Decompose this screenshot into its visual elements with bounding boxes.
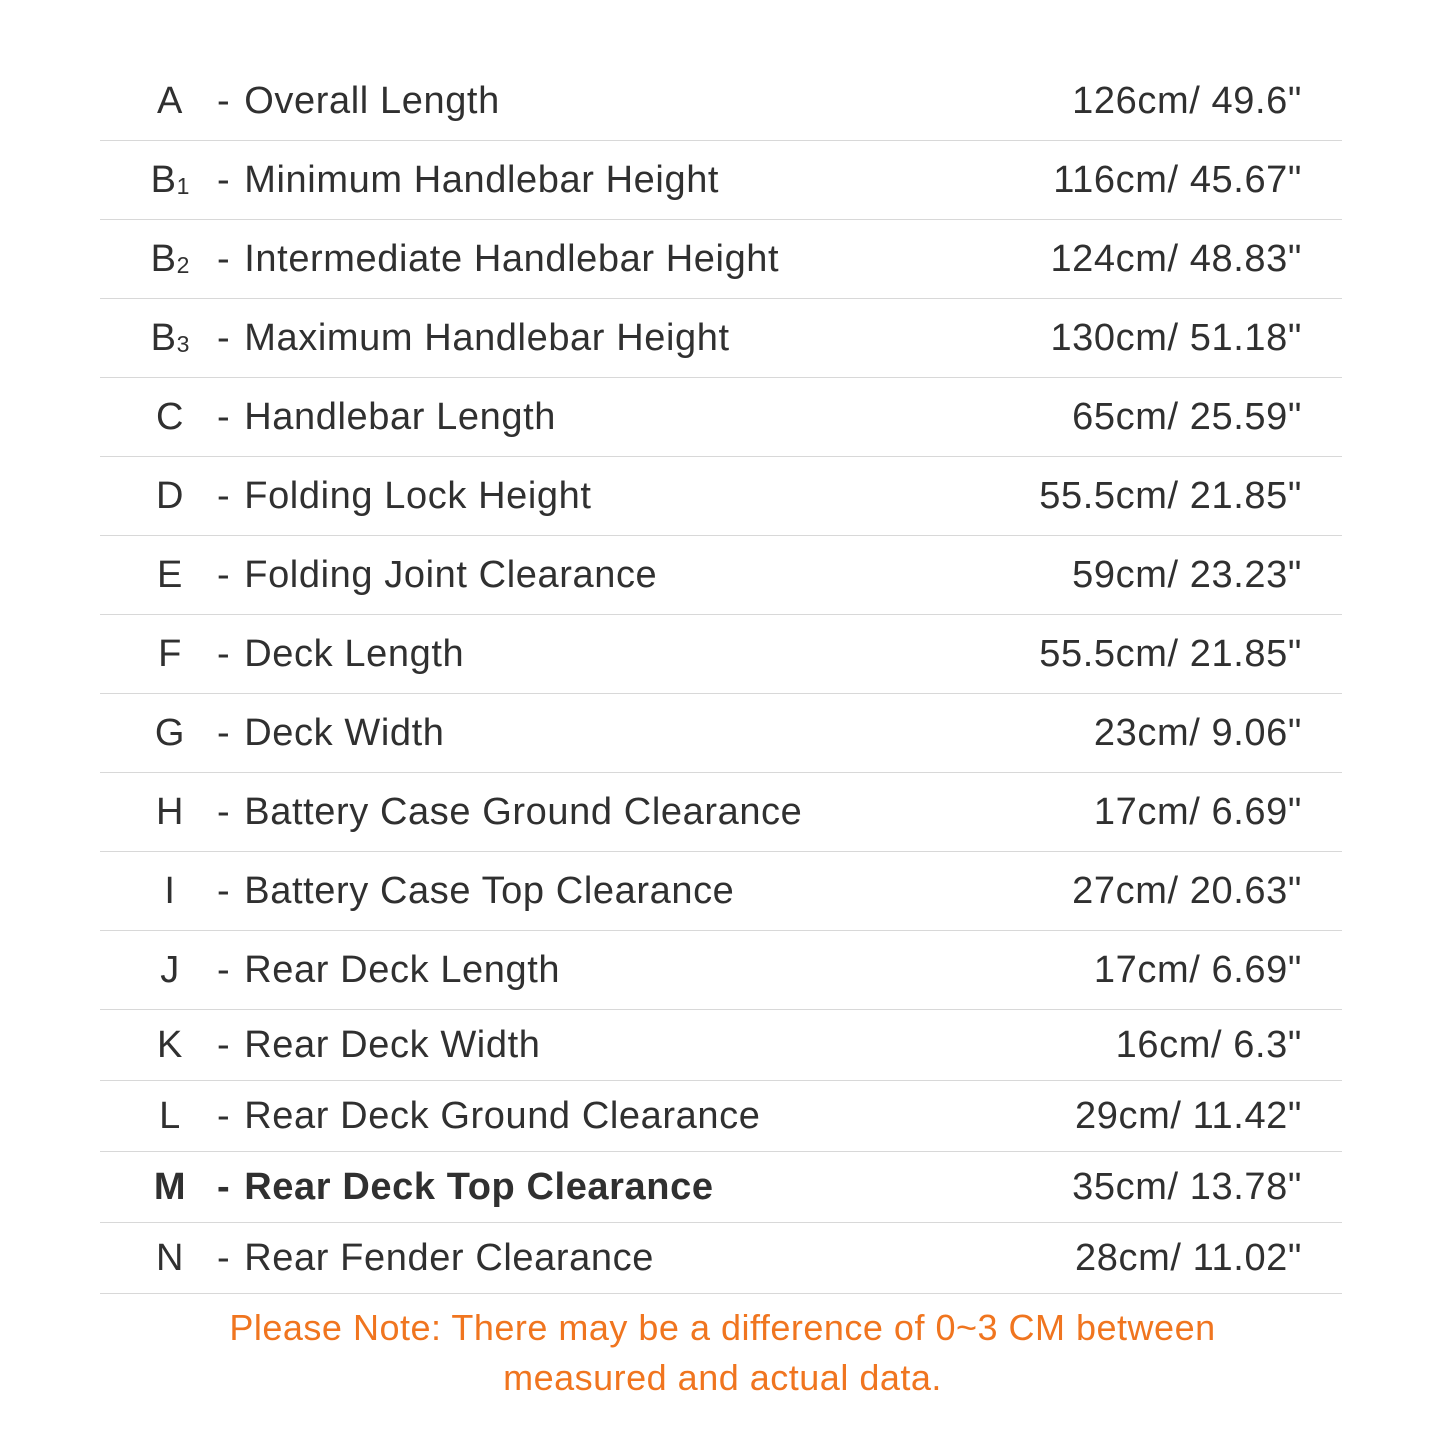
- row-label: Deck Length: [244, 632, 465, 675]
- row-value: 126cm/ 49.6": [1072, 79, 1302, 122]
- row-label: Folding Lock Height: [244, 474, 592, 517]
- row-letter-main: E: [157, 553, 183, 596]
- row-value: 116cm/ 45.67": [1053, 158, 1302, 201]
- row-letter-main: L: [159, 1094, 181, 1137]
- row-letter-subscript: 2: [176, 251, 190, 278]
- row-label: Deck Width: [244, 711, 445, 754]
- row-letter: [133, 1095, 207, 1138]
- row-value: 55.5cm/ 21.85": [1039, 474, 1302, 517]
- row-letter: [133, 554, 207, 597]
- table-row: [100, 615, 1342, 694]
- row-separator: -: [217, 1165, 231, 1208]
- row-letter-main: I: [164, 869, 176, 912]
- row-letter-subscript: 1: [176, 172, 190, 199]
- table-row: [100, 220, 1342, 299]
- row-label: Minimum Handlebar Height: [244, 158, 720, 201]
- row-label: Rear Deck Top Clearance: [244, 1165, 714, 1208]
- table-row: [100, 378, 1342, 457]
- row-value: 55.5cm/ 21.85": [1039, 632, 1302, 675]
- row-value: 124cm/ 48.83": [1050, 237, 1302, 280]
- row-value: 28cm/ 11.02": [1075, 1236, 1302, 1279]
- row-letter-main: N: [155, 1236, 185, 1279]
- row-value: 29cm/ 11.42": [1075, 1094, 1302, 1137]
- row-label: Rear Deck Ground Clearance: [244, 1094, 761, 1137]
- table-row: [100, 1081, 1342, 1152]
- row-label: Battery Case Ground Clearance: [244, 790, 803, 833]
- row-label: Maximum Handlebar Height: [244, 316, 730, 359]
- measurement-tolerance-note: [0, 1303, 1445, 1403]
- row-letter-main: F: [158, 632, 182, 675]
- row-separator: -: [217, 474, 231, 517]
- row-label: Rear Deck Length: [244, 948, 561, 991]
- row-value: 130cm/ 51.18": [1050, 316, 1302, 359]
- row-separator: -: [217, 237, 231, 280]
- row-value: 27cm/ 20.63": [1072, 869, 1302, 912]
- row-letter: [133, 633, 207, 676]
- row-letter: [133, 159, 207, 202]
- row-separator: -: [217, 711, 231, 754]
- row-letter: [133, 870, 207, 913]
- table-row: [100, 694, 1342, 773]
- row-letter: [133, 712, 207, 755]
- row-letter: [133, 475, 207, 518]
- row-letter: [133, 1166, 207, 1209]
- row-label: Rear Fender Clearance: [244, 1236, 654, 1279]
- table-row: [100, 1223, 1342, 1294]
- row-separator: -: [217, 553, 231, 596]
- row-separator: -: [217, 316, 231, 359]
- row-letter: [133, 1237, 207, 1280]
- row-letter: [133, 80, 207, 123]
- table-row: [100, 1152, 1342, 1223]
- row-separator: -: [217, 869, 231, 912]
- row-letter-main: H: [155, 790, 185, 833]
- row-separator: -: [217, 948, 231, 991]
- row-letter: [133, 238, 207, 281]
- row-label: Overall Length: [244, 79, 500, 122]
- table-row: [100, 1010, 1342, 1081]
- row-letter: [133, 949, 207, 992]
- row-value: 35cm/ 13.78": [1072, 1165, 1302, 1208]
- row-value: 16cm/ 6.3": [1115, 1023, 1302, 1066]
- row-letter-main: K: [157, 1023, 183, 1066]
- row-separator: -: [217, 632, 231, 675]
- row-letter-main: G: [154, 711, 186, 754]
- row-letter-main: B: [150, 237, 177, 280]
- row-letter-main: D: [155, 474, 185, 517]
- row-letter-main: C: [155, 395, 185, 438]
- table-row: [100, 852, 1342, 931]
- row-separator: -: [217, 1023, 231, 1066]
- row-separator: -: [217, 1094, 231, 1137]
- row-label: Battery Case Top Clearance: [244, 869, 735, 912]
- row-letter-main: A: [157, 79, 183, 122]
- table-row: [100, 931, 1342, 1010]
- row-letter-main: M: [153, 1165, 187, 1208]
- row-separator: -: [217, 79, 231, 122]
- row-letter: [133, 396, 207, 439]
- table-row: [100, 141, 1342, 220]
- row-label: Intermediate Handlebar Height: [244, 237, 780, 280]
- row-value: 17cm/ 6.69": [1093, 948, 1302, 991]
- row-label: Rear Deck Width: [244, 1023, 541, 1066]
- row-letter: [133, 1024, 207, 1067]
- row-value: 59cm/ 23.23": [1072, 553, 1302, 596]
- row-letter-subscript: 3: [176, 330, 190, 357]
- row-letter: [133, 317, 207, 360]
- row-value: 17cm/ 6.69": [1093, 790, 1302, 833]
- row-letter: [133, 791, 207, 834]
- row-value: 65cm/ 25.59": [1072, 395, 1302, 438]
- row-separator: -: [217, 395, 231, 438]
- table-row: [100, 299, 1342, 378]
- row-label: Handlebar Length: [244, 395, 556, 438]
- row-separator: -: [217, 790, 231, 833]
- table-row: [100, 62, 1342, 141]
- table-row: [100, 536, 1342, 615]
- table-row: [100, 773, 1342, 852]
- table-row: [100, 457, 1342, 536]
- row-separator: -: [217, 1236, 231, 1279]
- row-letter-main: B: [150, 316, 177, 359]
- measurement-tolerance-note-text: Please Note: There may be a difference of 0~3 CM between measured and actual data.: [229, 1307, 1216, 1398]
- row-letter-main: B: [150, 158, 177, 201]
- row-separator: -: [217, 158, 231, 201]
- row-value: 23cm/ 9.06": [1093, 711, 1302, 754]
- row-letter-main: J: [160, 948, 180, 991]
- dimension-spec-table: [100, 62, 1342, 1294]
- row-label: Folding Joint Clearance: [244, 553, 658, 596]
